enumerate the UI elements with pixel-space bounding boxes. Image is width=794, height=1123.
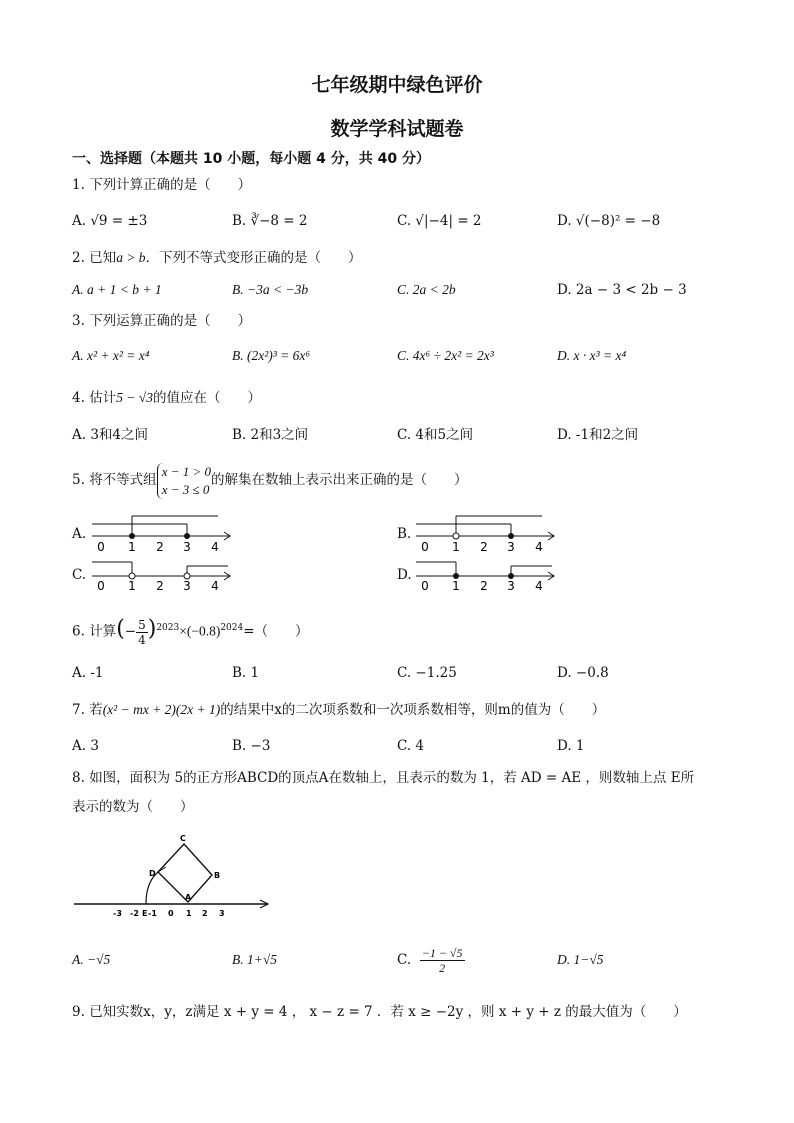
question-number: 1. xyxy=(72,177,85,193)
q5-option-c-label: C. xyxy=(72,567,87,583)
q2-option-b: B. −3a < −3b xyxy=(232,282,309,297)
tick-label: 0 xyxy=(168,909,174,918)
tick-label: 3 xyxy=(183,579,191,592)
page-subtitle: 数学学科试题卷 xyxy=(330,118,464,140)
question-5: 5. 将不等式组 x − 1 > 0 x − 3 ≤ 0 的解集在数轴上表示出来正确的是（ ） xyxy=(72,463,468,497)
tick-label: 1 xyxy=(128,579,136,592)
q5-option-a-label: A. xyxy=(72,526,87,542)
tick-label: 4 xyxy=(535,579,543,592)
q6-option-c: C. −1.25 xyxy=(397,665,457,681)
q5-numberline-d xyxy=(414,556,564,592)
point-label: C xyxy=(180,834,186,843)
q8-option-b: B. 1+√5 xyxy=(232,952,278,967)
tick-label: 2 xyxy=(156,540,164,554)
question-2: 2. 已知a > b．下列不等式变形正确的是（ ） xyxy=(72,250,362,266)
tick-label: -1 xyxy=(148,909,157,918)
q6-option-a: A. -1 xyxy=(72,665,104,681)
q5-option-d-label: D. xyxy=(397,567,412,583)
tick-label: 4 xyxy=(535,540,543,554)
question-3: 3. 下列运算正确的是（ ） xyxy=(72,313,252,329)
q1-option-a: A. √9 = ±3 xyxy=(72,213,148,229)
point-label: D xyxy=(149,869,156,878)
tick-label: 2 xyxy=(202,909,208,918)
inequality-system: x − 1 > 0 x − 3 ≤ 0 xyxy=(157,463,211,499)
tick-label: 3 xyxy=(219,909,225,918)
page-title: 七年级期中绿色评价 xyxy=(311,74,483,96)
question-8-line2: 表示的数为（ ） xyxy=(72,799,194,815)
q8-figure xyxy=(72,830,272,922)
q2-option-d: D. 2a − 3 < 2b − 3 xyxy=(557,282,687,298)
q8-option-d: D. 1−√5 xyxy=(557,952,604,967)
tick-label: 2 xyxy=(480,540,488,554)
question-7: 7. 若(x² − mx + 2)(2x + 1)的结果中x的二次项系数和一次项系数相等，则m的值为（ ） xyxy=(72,702,606,718)
point-label: B xyxy=(214,871,221,880)
q8-option-a: A. −√5 xyxy=(72,952,111,967)
q4-option-c: C. 4和5之间 xyxy=(397,427,474,443)
q5-option-b-label: B. xyxy=(397,526,412,542)
point-label: E xyxy=(142,909,148,918)
tick-label: 0 xyxy=(97,579,105,592)
tick-label: 1 xyxy=(186,909,192,918)
q6-option-d: D. −0.8 xyxy=(557,665,609,681)
tick-label: 1 xyxy=(452,579,460,592)
tick-label: -2 xyxy=(130,909,139,918)
q7-option-a: A. 3 xyxy=(72,738,99,754)
q1-option-b: B. ∛−8 = 2 xyxy=(232,213,308,229)
q2-option-c: C. 2a < 2b xyxy=(397,282,456,297)
question-8: 8. 如图，面积为 5的正方形ABCD的顶点A在数轴上，且表示的数为 1，若 AD = AE ，则数轴上点 E所 xyxy=(72,770,695,786)
q7-option-c: C. 4 xyxy=(397,738,425,754)
question-stem: 下列计算正确的是（ ） xyxy=(89,177,252,193)
tick-label: 1 xyxy=(452,540,460,554)
tick-label: 2 xyxy=(480,579,488,592)
q7-option-b: B. −3 xyxy=(232,738,271,754)
q6-option-b: B. 1 xyxy=(232,665,260,681)
q1-option-c: C. √|−4| = 2 xyxy=(397,213,482,229)
q2-option-a: A. a + 1 < b + 1 xyxy=(72,282,162,297)
question-1 xyxy=(72,175,251,195)
tick-label: -3 xyxy=(113,909,122,918)
q5-numberline-c xyxy=(90,556,240,592)
q3-option-b: B. (2x²)³ = 6x⁶ xyxy=(232,348,311,363)
q4-option-b: B. 2和3之间 xyxy=(232,427,309,443)
tick-label: 4 xyxy=(211,540,219,554)
q5-numberline-b xyxy=(414,512,564,556)
tick-label: 0 xyxy=(421,579,429,592)
tick-label: 4 xyxy=(211,579,219,592)
tick-label: 0 xyxy=(421,540,429,554)
question-9: 9. 已知实数x，y，z满足 x + y = 4 ， x − z = 7 ．若 x ≥ −2y ，则 x + y + z 的最大值为（ ） xyxy=(72,1004,687,1020)
q4-option-a: A. 3和4之间 xyxy=(72,427,149,443)
section-heading: 一、选择题（本题共 10 小题，每小题 4 分，共 40 分） xyxy=(72,151,430,167)
q7-option-d: D. 1 xyxy=(557,738,585,754)
q3-option-c: C. 4x⁶ ÷ 2x² = 2x³ xyxy=(397,348,494,363)
q3-option-a: A. x² + x² = x⁴ xyxy=(72,348,150,363)
tick-label: 0 xyxy=(97,540,105,554)
question-4: 4. 估计5 − √3的值应在（ ） xyxy=(72,390,261,406)
q4-option-d: D. -1和2之间 xyxy=(557,427,639,443)
point-label: A xyxy=(185,893,192,902)
tick-label: 3 xyxy=(183,540,191,554)
tick-label: 1 xyxy=(128,540,136,554)
question-6: 6. 计算(− $\frac{5}{4}$ )$^{2023}\times(-0.8)^{2024}=$（ ） xyxy=(72,616,309,647)
q5-numberline-a xyxy=(90,512,240,556)
tick-label: 3 xyxy=(507,579,515,592)
q8-option-c: C. $\frac{-1 - √5}{2}$ xyxy=(397,946,463,975)
tick-label: 2 xyxy=(156,579,164,592)
q3-option-d: D. x · x³ = x⁴ xyxy=(557,348,627,363)
tick-label: 3 xyxy=(507,540,515,554)
q1-option-d: D. √(−8)² = −8 xyxy=(557,213,661,229)
